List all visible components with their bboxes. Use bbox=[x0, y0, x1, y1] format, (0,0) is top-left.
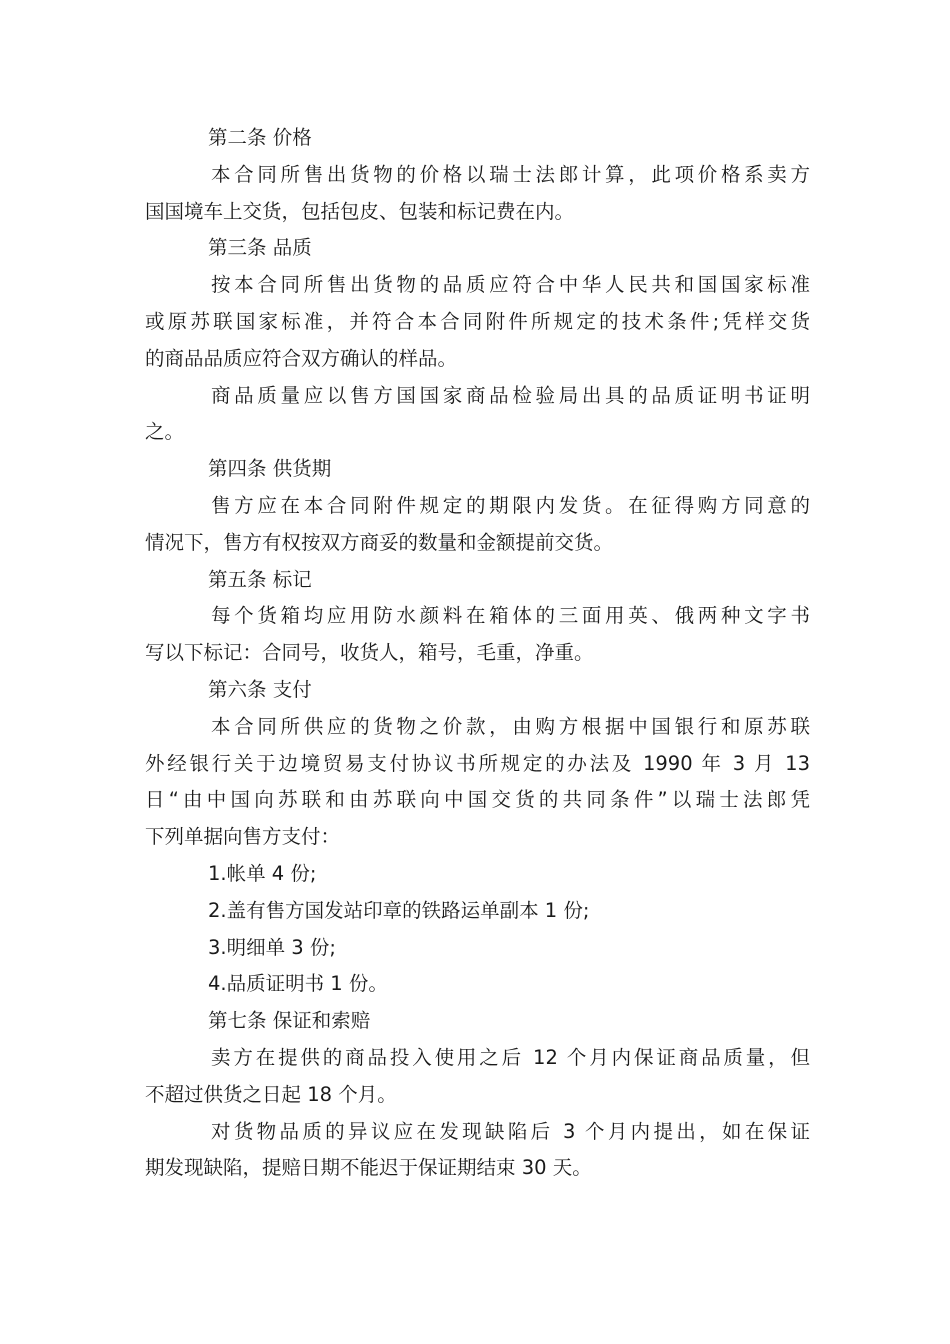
paragraph-line: 或原苏联国家标准，并符合本合同附件所规定的技术条件;凭样交货 bbox=[145, 309, 810, 333]
paragraph-line: 对货物品质的异议应在发现缺陷后 3 个月内提出，如在保证 bbox=[211, 1119, 810, 1143]
paragraph-line: 本合同所售出货物的价格以瑞士法郎计算，此项价格系卖方 bbox=[211, 162, 810, 186]
paragraph-line: 期发现缺陷，提赔日期不能迟于保证期结束 30 天。 bbox=[145, 1156, 592, 1180]
paragraph-line: 售方应在本合同附件规定的期限内发货。在征得购方同意的 bbox=[211, 493, 810, 517]
section-heading-warranty-claims: 第七条 保证和索赔 bbox=[208, 1009, 371, 1033]
paragraph-line: 按本合同所售出货物的品质应符合中华人民共和国国家标准 bbox=[211, 273, 810, 297]
payment-document-item: 1.帐单 4 份; bbox=[208, 861, 317, 885]
payment-document-item: 2.盖有售方国发站印章的铁路运单副本 1 份; bbox=[208, 898, 590, 922]
paragraph-line: 国国境车上交货，包括包皮、包装和标记费在内。 bbox=[145, 199, 575, 223]
paragraph-line: 下列单据向售方支付： bbox=[145, 825, 341, 849]
paragraph-line: 每个货箱均应用防水颜料在箱体的三面用英、俄两种文字书 bbox=[211, 604, 810, 628]
payment-document-item: 3.明细单 3 份; bbox=[208, 935, 336, 959]
paragraph-line: 商品质量应以售方国国家商品检验局出具的品质证明书证明 bbox=[211, 383, 810, 407]
paragraph-line: 的商品品质应符合双方确认的样品。 bbox=[145, 346, 458, 370]
paragraph-line: 卖方在提供的商品投入使用之后 12 个月内保证商品质量，但 bbox=[211, 1045, 810, 1069]
section-heading-delivery-period: 第四条 供货期 bbox=[208, 457, 332, 481]
paragraph-line: 不超过供货之日起 18 个月。 bbox=[145, 1082, 397, 1106]
paragraph-line: 外经银行关于边境贸易支付协议书所规定的办法及 1990 年 3 月 13 bbox=[145, 751, 810, 775]
section-heading-marking: 第五条 标记 bbox=[208, 567, 312, 591]
section-heading-quality: 第三条 品质 bbox=[208, 236, 312, 260]
section-heading-payment: 第六条 支付 bbox=[208, 677, 312, 701]
paragraph-line: 日“由中国向苏联和由苏联向中国交货的共同条件”以瑞士法郎凭 bbox=[145, 788, 810, 812]
document-body bbox=[145, 120, 810, 1187]
section-heading-price: 第二条 价格 bbox=[208, 126, 312, 149]
paragraph-line: 之。 bbox=[145, 420, 185, 444]
payment-document-item: 4.品质证明书 1 份。 bbox=[208, 972, 388, 996]
paragraph-line: 写以下标记：合同号，收货人，箱号，毛重，净重。 bbox=[145, 641, 594, 665]
paragraph-line: 情况下，售方有权按双方商妥的数量和金额提前交货。 bbox=[145, 530, 614, 554]
paragraph-line: 本合同所供应的货物之价款，由购方根据中国银行和原苏联 bbox=[211, 714, 810, 738]
